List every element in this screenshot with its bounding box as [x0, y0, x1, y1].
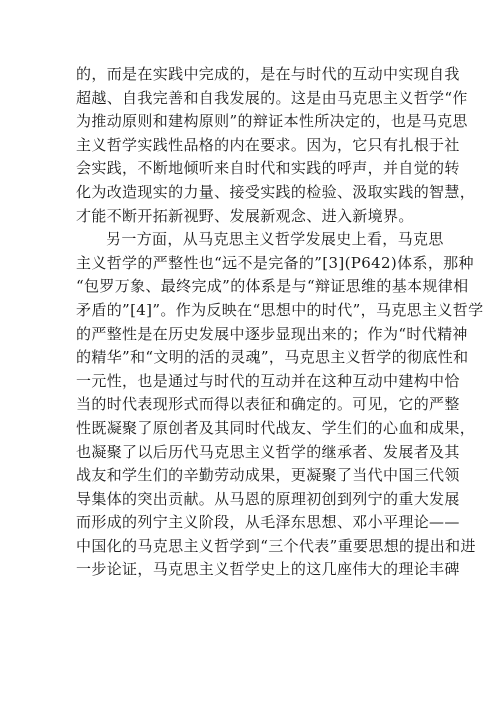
paragraph-line: 也凝聚了以后历代马克思主义哲学的继承者、发展者及其: [76, 442, 460, 461]
paragraph-line: 超越、自我完善和自我发展的。这是由马克思主义哲学“作: [76, 88, 468, 107]
paragraph-line: 主义哲学实践性品格的内在要求。因为，它只有扎根于社: [76, 135, 460, 154]
body-text: [76, 63, 484, 582]
paragraph-line: 而形成的列宁主义阶段，从毛泽东思想、邓小平理论——: [76, 513, 460, 532]
paragraph-line: 才能不断开拓新视野、发展新观念、进入新境界。: [76, 206, 414, 225]
paragraph-line: 一步论证，马克思主义哲学史上的这几座伟大的理论丰碑: [76, 560, 460, 579]
paragraph-line: 的，而是在实践中完成的，是在与时代的互动中实现自我: [76, 65, 460, 83]
paragraph-line: 导集体的突出贡献。从马恩的原理初创到列宁的重大发展: [76, 489, 460, 508]
paragraph-line: 一元性，也是通过与时代的互动并在这种互动中建构中恰: [76, 371, 460, 390]
paragraph-2: [76, 228, 484, 582]
paragraph-line: “包罗万象、最终完成”的体系是与“辩证思维的基本规律相: [76, 277, 469, 296]
paragraph-line: 性既凝聚了原创者及其同时代战友、学生们的心血和成果，: [76, 418, 476, 437]
paragraph-1: [76, 63, 476, 228]
paragraph-line: 主义哲学的严整性也“远不是完备的”[3](P642)体系，那种: [76, 253, 474, 272]
paragraph-line: 为推动原则和建构原则”的辩证本性所决定的，也是马克思: [76, 112, 468, 131]
paragraph-line: 中国化的马克思主义哲学到“三个代表”重要思想的提出和进: [76, 536, 476, 555]
paragraph-line: 当的时代表现形式而得以表征和确定的。可见，它的严整: [76, 395, 460, 414]
paragraph-line: 另一方面，从马克思主义哲学发展史上看，马克思: [106, 230, 444, 249]
paragraph-line: 的精华”和“文明的活的灵魂”，马克思主义哲学的彻底性和: [76, 348, 469, 367]
paragraph-line: 的严整性是在历史发展中逐步显现出来的；作为“时代精神: [76, 324, 468, 343]
paragraph-line: 战友和学生们的辛勤劳动成果，更凝聚了当代中国三代领: [76, 466, 460, 485]
paragraph-line: 矛盾的”[4]”。作为反映在“思想中的时代”，马克思主义哲学: [76, 300, 484, 319]
paragraph-line: 化为改造现实的力量、接受实践的检验、汲取实践的智慧，: [76, 182, 476, 201]
paragraph-line: 会实践，不断地倾听来自时代和实践的呼声，并自觉的转: [76, 159, 460, 178]
